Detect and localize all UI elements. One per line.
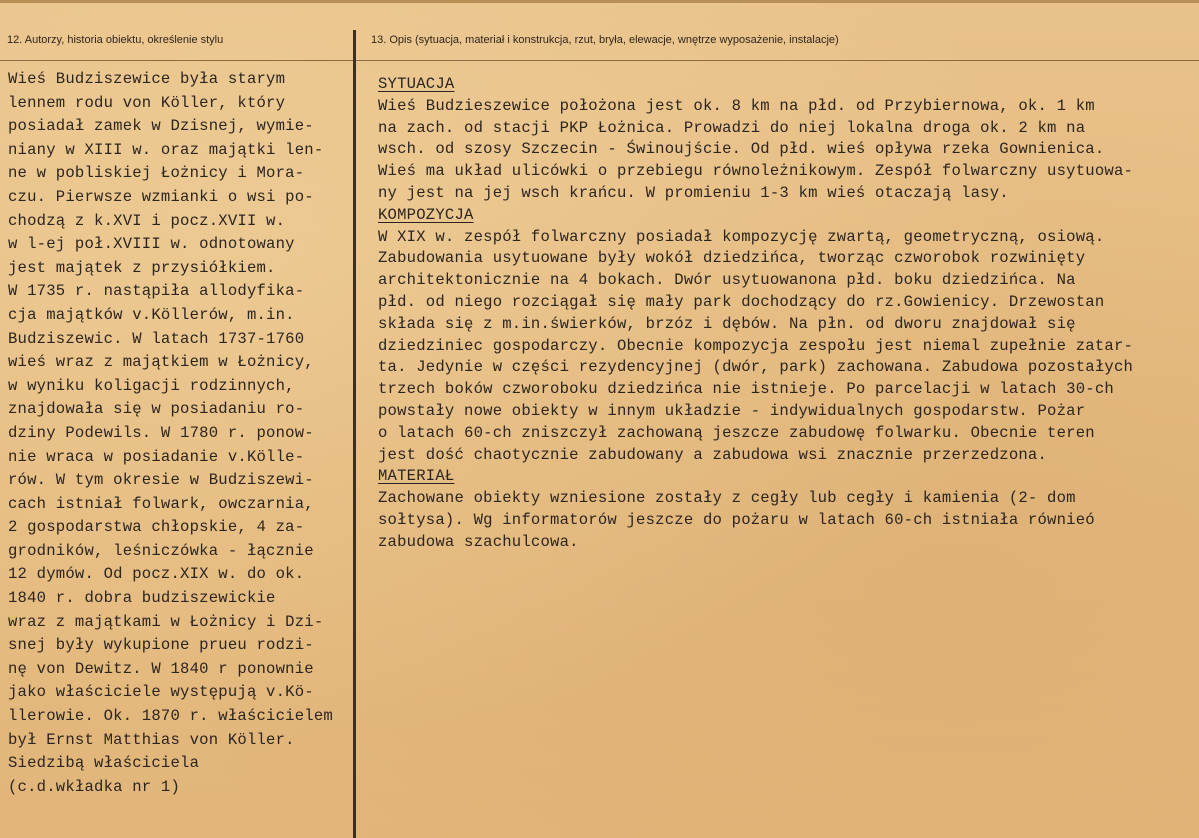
history-line: nie wraca w posiadanie v.Kölle- xyxy=(8,447,305,466)
description-line: składa się z m.in.świerków, brzóz i dębów. Na płn. od dworu znajdował się xyxy=(378,314,1076,333)
history-line: Budziszewic. W latach 1737-1760 xyxy=(8,329,305,348)
description-line: dziedziniec gospodarczy. Obecnie kompozycja zespołu jest niemal zupełnie zatar- xyxy=(378,336,1134,355)
history-line: cja majątków v.Köllerów, m.in. xyxy=(8,305,295,324)
history-line: czu. Pierwsze wzmianki o wsi po- xyxy=(8,187,314,206)
history-line: nę von Dewitz. W 1840 r ponownie xyxy=(8,659,314,678)
history-line: 12 dymów. Od pocz.XIX w. do ok. xyxy=(8,565,305,584)
description-line: na zach. od stacji PKP Łożnica. Prowadzi do niej lokalna droga ok. 2 km na xyxy=(378,118,1086,137)
history-line: jest majątek z przysiółkiem. xyxy=(8,258,276,277)
history-line: 2 gospodarstwa chłopskie, 4 za- xyxy=(8,518,305,537)
description-text xyxy=(378,74,1188,554)
description-line: jest dość chaotycznie zabudowany a zabudowa wsi znacznie przerzedzona. xyxy=(378,445,1048,464)
history-line: (c.d.wkładka nr 1) xyxy=(8,777,181,796)
history-line: ne w pobliskiej Łożnicy i Mora- xyxy=(8,164,305,183)
history-line: posiadał zamek w Dzisnej, wymie- xyxy=(8,117,314,136)
description-line: Wieś Budzieszewice położona jest ok. 8 km na płd. od Przybiernowa, ok. 1 km xyxy=(378,96,1095,115)
history-text xyxy=(8,68,350,799)
section-title: MATERIAŁ xyxy=(378,467,455,486)
history-line: cach istniał folwark, owczarnia, xyxy=(8,494,314,513)
header-description: 13. Opis (sytuacja, materiał i konstrukcja, rzut, bryła, elewacje, wnętrze wyposażenie, instalacje) xyxy=(371,34,839,46)
description-line: W XIX w. zespół folwarczny posiadał kompozycję zwartą, geometryczną, osiową. xyxy=(378,227,1105,246)
history-line: Wieś Budziszewice była starym xyxy=(8,70,286,88)
card-top-edge xyxy=(0,0,1199,3)
description-line: sołtysa). Wg informatorów jeszcze do pożaru w latach 60-ch istniała równieó xyxy=(378,510,1095,529)
history-line: Siedzibą właściciela xyxy=(8,754,200,773)
description-line: architektonicznie na 4 bokach. Dwór usytuowanona płd. boku dziedzińca. Na xyxy=(378,271,1076,290)
description-line: trzech boków czworoboku dziedzińca nie istnieje. Po parcelacji w latach 30-ch xyxy=(378,380,1114,399)
history-line: był Ernst Matthias von Köller. xyxy=(8,730,295,749)
history-line: llerowie. Ok. 1870 r. właścicielem xyxy=(8,707,333,726)
history-line: grodników, leśniczówka - łącznie xyxy=(8,541,314,560)
description-line: zabudowa szachulcowa. xyxy=(378,532,579,551)
description-line: Zachowane obiekty wzniesione zostały z cegły lub cegły i kamienia (2- dom xyxy=(378,489,1076,508)
history-line: 1840 r. dobra budziszewickie xyxy=(8,589,276,608)
history-line: w l-ej poł.XVIII w. odnotowany xyxy=(8,235,295,254)
description-line: wsch. od szosy Szczecin - Świnoujście. Od płd. wieś opływa rzeka Gownienica. xyxy=(378,140,1105,159)
section-title-row xyxy=(378,466,1188,488)
history-line: znajdowała się w posiadaniu ro- xyxy=(8,400,305,419)
section-title: SYTUACJA xyxy=(378,75,455,93)
history-line: lennem rodu von Köller, który xyxy=(8,93,286,112)
description-line: o latach 60-ch zniszczył zachowaną jeszcze zabudowę folwarku. Obecnie teren xyxy=(378,423,1095,442)
header-authors-history: 12. Autorzy, historia obiektu, określenie stylu xyxy=(7,34,224,46)
history-line: w wyniku koligacji rodzinnych, xyxy=(8,376,295,395)
history-line: rów. W tym okresie w Budziszewi- xyxy=(8,471,314,490)
description-line: ny jest na jej wsch krańcu. W promieniu 1-3 km wieś otaczają lasy. xyxy=(378,183,1009,202)
history-line: jako właściciele występują v.Kö- xyxy=(8,683,314,702)
section-title-row xyxy=(378,205,1188,227)
description-line: Zabudowania usytuowane były wokół dziedzińca, tworząc czworobok rozwinięty xyxy=(378,249,1086,268)
description-line: płd. od niego rozciągał się mały park dochodzący do rz.Gowienicy. Drzewostan xyxy=(378,292,1105,311)
history-line: W 1735 r. nastąpiła allodyfika- xyxy=(8,282,305,301)
section-title: KOMPOZYCJA xyxy=(378,205,474,224)
description-line: Wieś ma układ ulicówki o przebiegu równoleżnikowym. Zespół folwarczny usytuowa- xyxy=(378,162,1134,181)
history-line: snej były wykupione prueu rodzi- xyxy=(8,636,314,655)
history-line: dziny Podewils. W 1780 r. ponow- xyxy=(8,423,314,442)
history-line: wieś wraz z majątkiem w Łożnicy, xyxy=(8,353,314,372)
history-line: chodzą z k.XVI i pocz.XVII w. xyxy=(8,211,286,230)
description-line: ta. Jedynie w części rezydencyjnej (dwór, park) zachowana. Zabudowa pozostałych xyxy=(378,358,1134,377)
column-divider xyxy=(353,30,356,838)
description-line: powstały nowe obiekty w innym układzie - indywidualnych gospodarstw. Pożar xyxy=(378,401,1086,420)
history-line: wraz z majątkami w Łożnicy i Dzi- xyxy=(8,612,324,631)
header-rule xyxy=(0,60,1199,61)
section-title-row xyxy=(378,74,1188,96)
history-line: niany w XIII w. oraz majątki len- xyxy=(8,140,324,159)
